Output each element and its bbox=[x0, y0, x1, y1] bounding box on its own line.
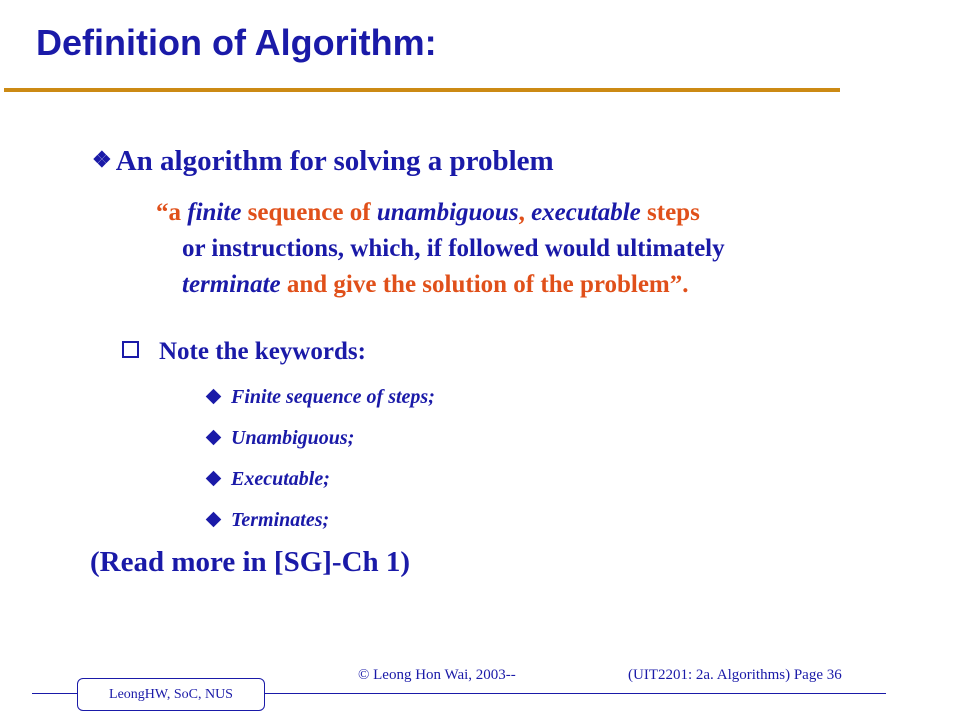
list-item bbox=[204, 418, 435, 459]
diamond-icon bbox=[206, 512, 222, 528]
quote-close: and give the solution of the problem”. bbox=[280, 271, 689, 298]
main-bullet bbox=[92, 145, 554, 178]
read-more-reference: (Read more in [SG]-Ch 1) bbox=[90, 546, 411, 578]
quote-open: “a bbox=[156, 199, 188, 226]
main-bullet-text: An algorithm for solving a problem bbox=[115, 145, 554, 177]
note-text: Note the keywords: bbox=[159, 338, 366, 365]
keyword-finite: finite bbox=[187, 199, 242, 226]
diamond-icon bbox=[206, 430, 222, 446]
list-item bbox=[204, 377, 435, 418]
diamond-icon bbox=[206, 389, 222, 405]
slide-title: Definition of Algorithm: bbox=[36, 22, 437, 63]
keyword-text: Finite sequence of steps; bbox=[231, 386, 435, 408]
keyword-list bbox=[204, 377, 435, 541]
keyword-terminate: terminate bbox=[182, 271, 281, 298]
keyword-text: Terminates; bbox=[231, 509, 330, 531]
list-item bbox=[204, 459, 435, 500]
diamond-icon bbox=[206, 471, 222, 487]
footer-page-reference: (UIT2201: 2a. Algorithms) Page 36 bbox=[628, 667, 842, 683]
list-item bbox=[204, 500, 435, 541]
diamond-bullet-icon: ❖ bbox=[92, 147, 112, 172]
quote-steps: steps bbox=[640, 199, 700, 226]
quote-line-2: or instructions, which, if followed would ultimately bbox=[182, 235, 725, 262]
note-heading bbox=[122, 338, 366, 366]
footer-copyright: © Leong Hon Wai, 2003-- bbox=[358, 667, 516, 683]
title-underline bbox=[4, 88, 840, 92]
keyword-text: Unambiguous; bbox=[231, 427, 355, 449]
keyword-executable: executable bbox=[531, 199, 641, 226]
keyword-unambiguous: unambiguous bbox=[376, 199, 519, 226]
definition-quote bbox=[156, 195, 725, 303]
quote-comma: , bbox=[518, 199, 532, 226]
footer-author-box: LeongHW, SoC, NUS bbox=[77, 678, 265, 711]
quote-line-3 bbox=[156, 267, 725, 303]
square-bullet-icon bbox=[122, 341, 139, 358]
quote-part-1: sequence of bbox=[241, 199, 377, 226]
keyword-text: Executable; bbox=[231, 468, 330, 490]
quote-line-1 bbox=[156, 195, 725, 231]
